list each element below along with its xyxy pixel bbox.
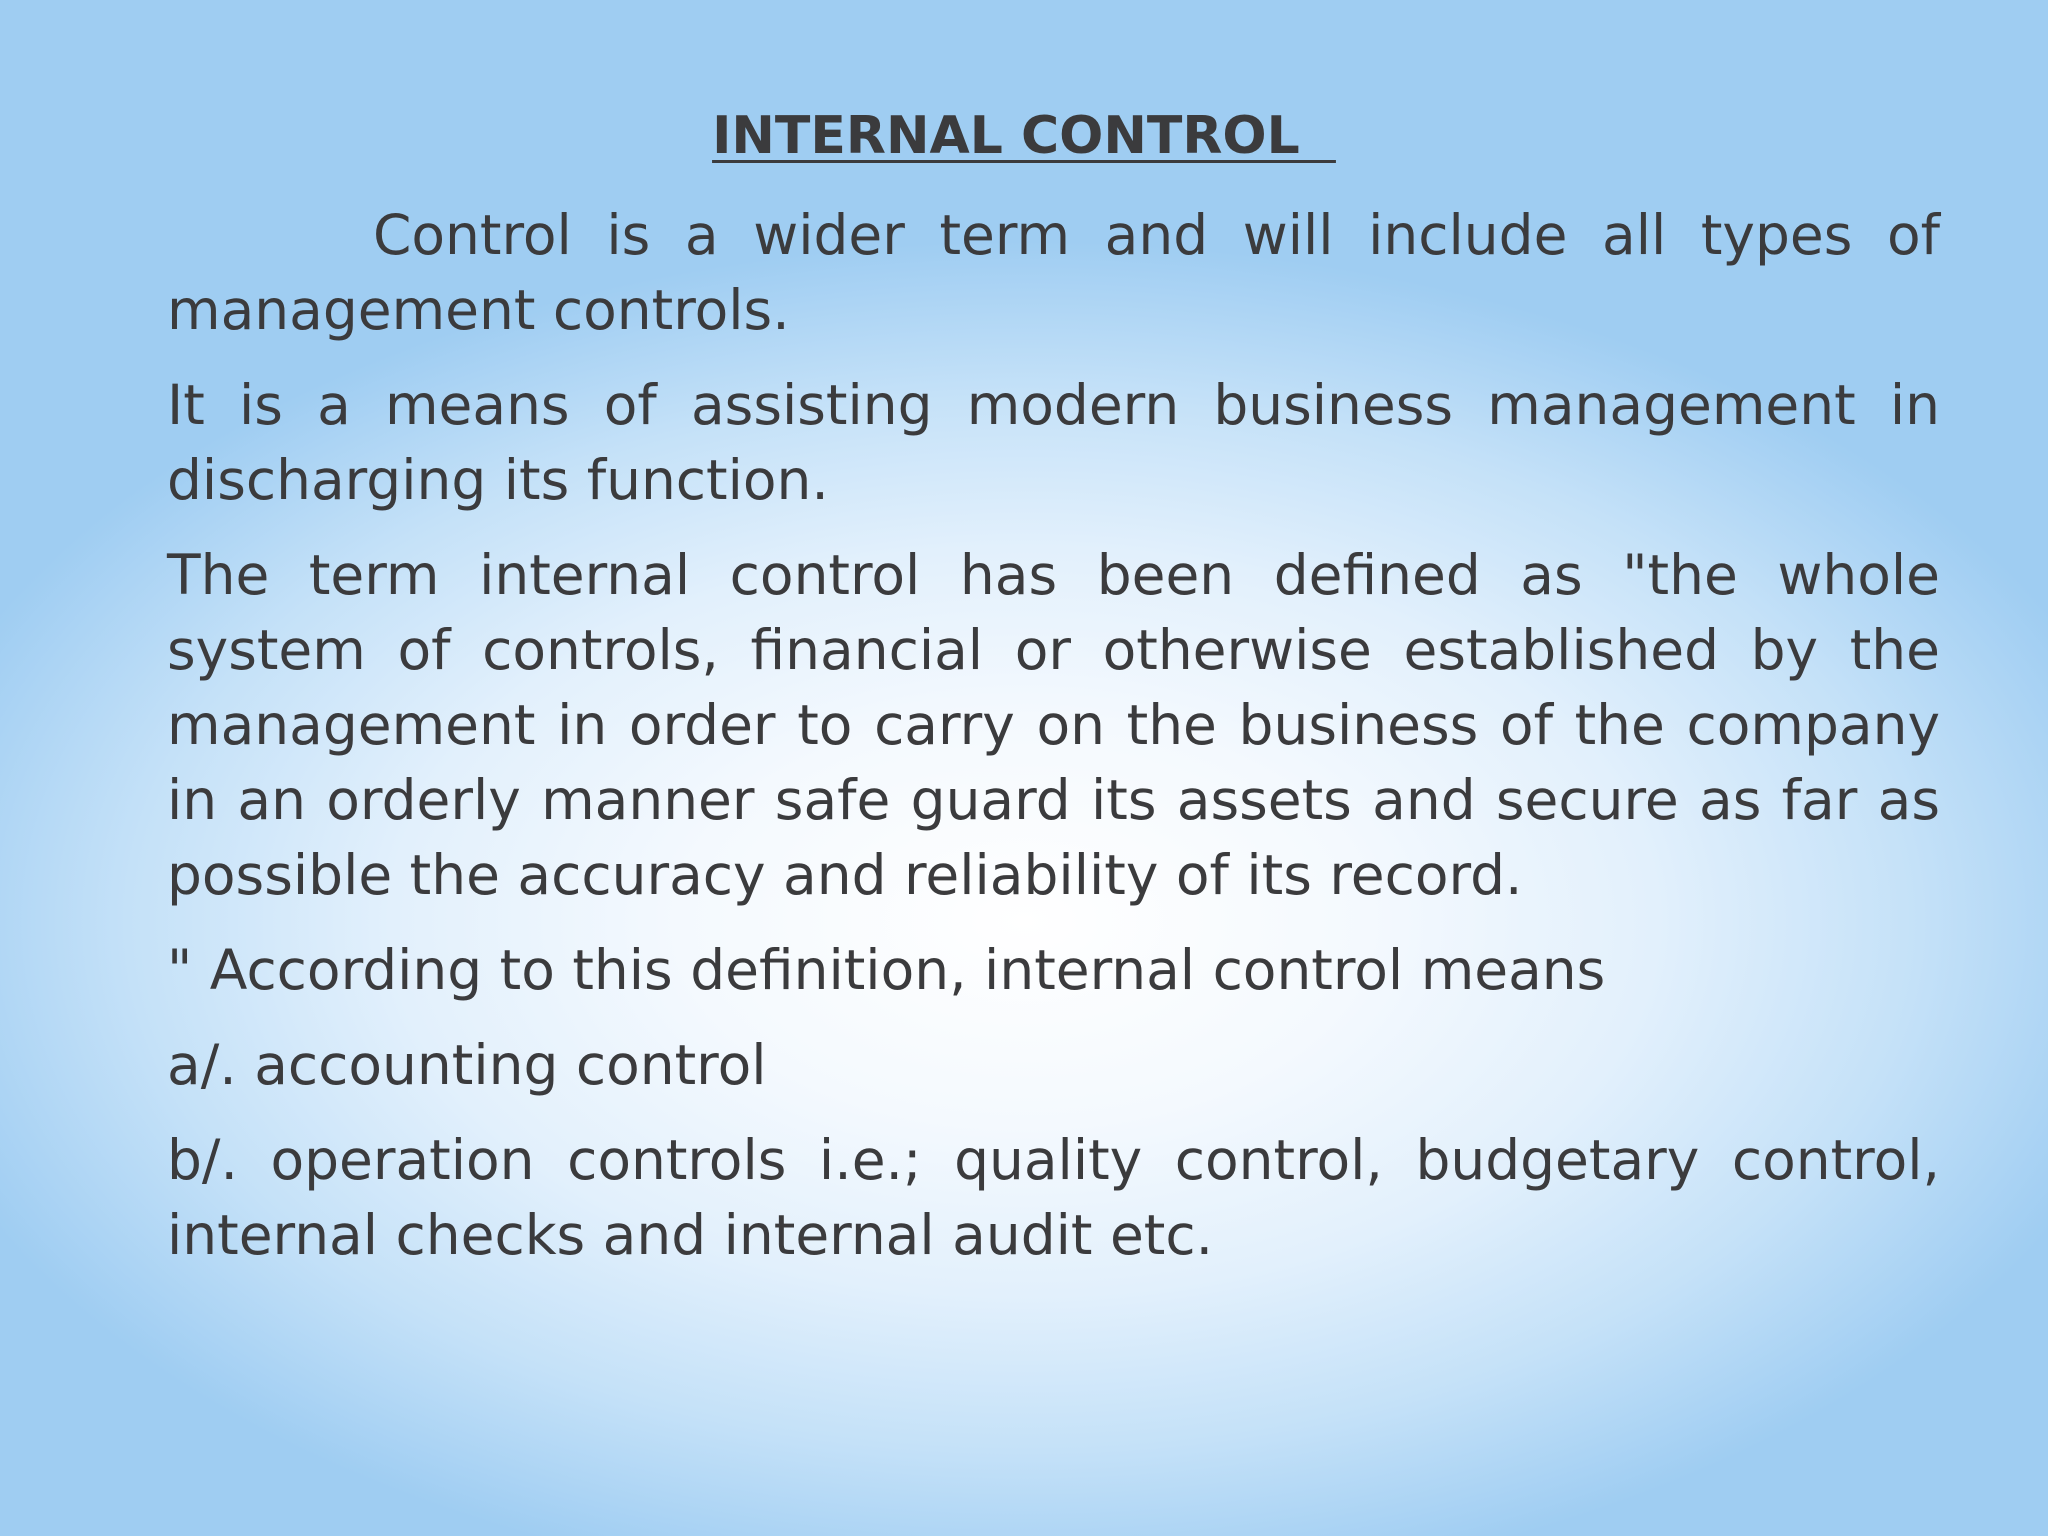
paragraph-term-defined: The term internal control has been defined as "the whole system of controls, financial or otherwise established by the management in order to carry on the business of the company in an orderly manner safe guard its assets and secure as far as possible the accuracy and reliability of its record. bbox=[167, 543, 1940, 907]
slide-title-text: INTERNAL CONTROL bbox=[712, 106, 1336, 166]
paragraph-according-to-definition: " According to this definition, internal control means bbox=[167, 938, 1606, 1002]
slide-title bbox=[0, 100, 2048, 172]
paragraph-control-definition: Control is a wider term and will include all types of management controls. bbox=[167, 203, 1940, 342]
list-item-operation-controls: b/. operation controls i.e.; quality control, budgetary control, internal checks and internal audit etc. bbox=[167, 1128, 1940, 1267]
slide-body bbox=[167, 198, 1940, 1293]
paragraph-means-of-assisting: It is a means of assisting modern business management in discharging its function. bbox=[167, 373, 1940, 512]
list-item-accounting-control: a/. accounting control bbox=[167, 1033, 767, 1097]
